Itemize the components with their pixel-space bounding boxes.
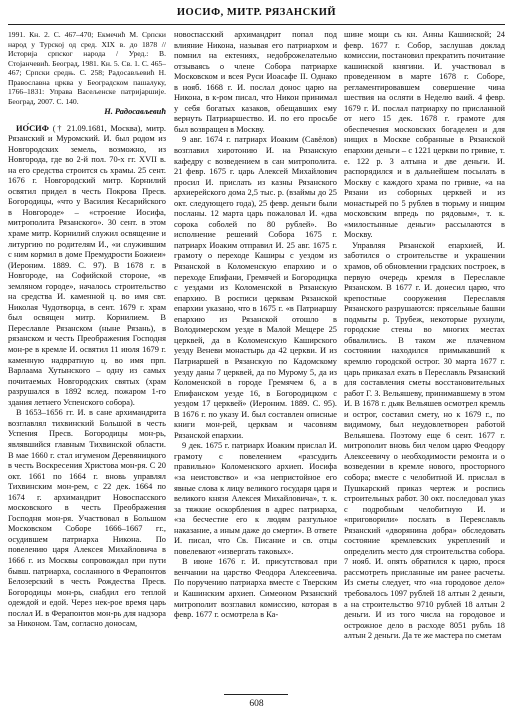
paragraph: шине мощи сь кн. Анны Кашинской; 24 февр. 1677 г. Собор, заслушав доклад комиссии, постановил прекратить почитание кашинской княгини. И. участвовал в проведенном в марте 1678 г. Соборе, регламентировавшем совершение чина шествия на осляти в Неделю ваий. 4 февр. 1679 г. И. послал патриарху по присланной от него 15 дек. 1678 г. грамоте для обеспечения московских богаделен и для нищих в Москве собранные в Рязанской епархии деньги – с 1221 церкви по гривне, т. е. 122 р. 3 алтына и две деньги. И. распорядился и в дальнейшем посылать в Москву с каждого храма по гривне, «а на Рязани из соборных церквей и из монастырей по 5 рублев в тюрьму и нищим московским впредь по рядовым», т. к. «милостынные деньги» рассылаются в Москву.	[344, 30, 505, 240]
paragraph: 9 дек. 1675 г. патриарх Иоаким прислал И. грамоту с повелением «разсудить правильно» Коломенского архиеп. Иосифа «за неистовство» и «за непристойное его явные слова к лицу великого государя царя и великого князя Алексея Михайловича», т. к. за тяжкие оскорбления в адрес патриарха, «за бесчестие его к людям разгульное наказание, а иным даже до смерти». В ответе И. писал, что Св. Писание и св. отцы повелевают «извергать таковых».	[174, 441, 337, 556]
folio-rule	[224, 694, 288, 695]
bibliography-references: 1991. Кн. 2. С. 467–470; Екмечић М. Српски народ у Турској од сред. XIX в. до 1878 // Историја српског народа / Уред.: В. Стојанчевић. Београд, 1981. Кн. 5. Св. 1. С. 465–467; Српски средњ. С. 258; Радосављевић Н. Православна црква у Београдском пашалуку, 1766–1831: Управа Васељенске патријаршије. Београд, 2007. С. 140.	[8, 30, 166, 106]
running-header: ИОСИФ, МИТР. РЯЗАНСКИЙ	[176, 7, 337, 18]
paragraph: Управляя Рязанской епархией, И. заботился о строительстве и украшении храмов, об обновлении градских построек, в первую очередь кремля в Переславле Рязанском. В 1677 г. И. донесил царю, что крепостные сооружения Переславля Рязанского разрушаются: прясельные башни подмыты р. Трубеж, некоторые рухнули, городские стены во многих местах обвалились. В таком же плачевном состоянии находился примыкавший к кремлю городской острог. 30 марта 1677 г. царь приказал ехать в Переславль Рязанский для составления сметы восстановительных работ Г. З. Вельяшеву, принимавшему в этом И. В 1678 г. дьяк Вельяшев осмотрел кремль и острог, составил смету, но к 1679 г., по видимому, был неудовлетворен работой Вельяшева. Поэтому еще 6 сент. 1677 г. митрополит вновь бил челом царю Феодору Алексеевичу о необходимости ремонта и о возведении в кремле нового, просторного собора; вместе с челобитной И. прислал в Пушкарский приказ чертеж и роспись строительных работ. 30 окт. последовал указ с подробным челобитную И. и «приговорили» послать в Переяславль Рязанский «дворянина добра» обследовать состояние кремлевских укреплений и определить место для строительства собора. 7 нояб. И. опять обратился к царю, прося рассмотреть присланные им ранее расчеты. Из сметы следует, что «на городовое дело» требовалось 1097 рублей 18 алтын 2 деньги, а на строительство 9710 рублей 18 алтын 2 деньги. И из того числа на городовое и острожное дело в расходе 8051 рубль 18 алтын 2 деньги. Да те же мастера по сметам	[344, 240, 505, 641]
article-lead-paragraph	[8, 124, 166, 409]
paragraph: В 1653–1656 гг. И. в сане архимандрита возглавлял тихвинский Большой в честь Успения Пресв. Богородицы мон-рь, являвшийся главным Тихвинской области. В мае 1660 г. стал игуменом Деревяницкого в честь Воскресения Христова мон-ря. С 20 окт. 1661 по 1664 г. вновь управлял Тихвинским мон-рем, с 22 дек. 1664 по 1674 г. архимандрит Новоспасского московского в честь Преображения Господня мон-ря. Участвовал в Большом Московском Соборе 1666–1667 гг., осудившем патриарха Никона. По повелению царя Алексея Михайловича в 1666 г. из Москвы сопровождал при пути бывш. патриарха, сосланного в Ферапонтов Белозерский в честь Рождества Пресв. Богородицы мон-рь, снабдил его теплой одеждой и едой. Через нек-рое время царь послал И. в Ферапонтов мон-рь для надзора за Никоном. Там, согласно доносам,	[8, 408, 166, 629]
page-number-block	[8, 697, 505, 711]
document-page	[8, 0, 505, 720]
paragraph: новоспасский архимандрит попал под влияние Никона, называя его патриархом и помнил на ектениях, недоброжелательно отзываясь о члене Собора патриархе Московском и всея Руси Иоасафе II. Однако в нояб. 1668 г. И. послал донос царю на Никона, в к-ром писал, что Никон принимал у себя богатых казаков, обещавших ему вернуть Патриаршество. И. по его просьбе был возвращен в Москву.	[174, 30, 337, 134]
article-headword: ИО́СИФ	[16, 123, 49, 133]
right-column	[344, 30, 505, 690]
middle-column	[174, 30, 337, 690]
paragraph: 9 авг. 1674 г. патриарх Иоаким (Савёлов) возглавил хиротонию И. на Рязанскую кафедру с возведением в сан митрополита. 21 февр. 1675 г. царь Алексей Михайлович просил И. прислать из казны Рязанского архиерейского дома 2,5 тыс. р. (взаймы до 25 окт. следующего года), 25 февр. деньги были посланы. 12 марта царь пожаловал И. «два сорока соболей по 80 рублей». Во исполнение решений Собора 1675 г. патриарх Иоаким отправил И. 25 авг. 1675 г. грамоту о переходе Каширы с уездом из Рязанской в Коломенскую епархию и о переходе Епифани, Гремячей и Богородицка с уездами из Коломенской в Рязанскую епархию. В росписи церквам Рязанской епархии указано, что в 1675 г. «в Патриаршу епархию из Рязанской отошло в Володимерском уезде в Малой Мещере 25 церквей, да в Коломенскую Каширского уезду Веневи монастырь да 42 церкви. И из Патриаршей в Рязанскую по Кадомскому уезду даны 7 церквей, да по Мурому 5, да из Коломенской в городе Гремячем 6, а в Епифанском уезде 16, в Богородицком с уездом 17 церквей» (Иероним. 1889. С. 95). В 1676 г. по указу И. был составлен описные книги мон-рей, церквам и часовням Рязанской епархии.	[174, 135, 337, 440]
page-number: 608	[241, 699, 271, 709]
left-column	[8, 30, 166, 690]
paragraph: В июне 1676 г. И. присутствовал при венчании на царство Феодора Алексеевича. По поручению патриарха вместе с Тверским и Кашинским архиеп. Симеоном Рязанский митрополит возглавил комиссию, которая в февр. 1677 г. осмотрела в Ка-	[174, 557, 337, 620]
article-author: Н. Радосављевић	[104, 107, 166, 116]
header-rule	[8, 24, 505, 25]
lead-paragraph-text: († 21.09.1681, Москва), митр. Рязанский и Муромский. И. был родом из Новгородских земель, возможно, из Новгорода, где во 2-й пол. 70-х гг. XVII в. на его средства строится сь храмы. 25 сент. 1676 г. Новгородский митр. Корнилий освятил придел в честь Покрова Пресв. Богородицы, «что у Василия Кесарийского в Новгороде» – «строение Иосифа, митрополита Рязанского». 30 сент. в этом храме митр. Корнилий служил освящение и литургию по родителям И., «и служившим с ним кормил в доме Премудрости Божиеи» (Иероним. 1889. С. 97). В 1678 г. в Новгороде, на Софийской стороне, «в земляном городе», началось строительство на средства И. каменной ц. во имя свт. Николая Чудотворца, в сент. 1679 г. храм был освящен митр. Корнилием. В Переславле Рязанском (ныне Рязань), в рязанском и честь Преображения Господня мон-ре в кремле И. освятил 11 июля 1679 г. каменную надвратную ц. во имя прп. Варлаама Хутынского – одну из самых почитаемых Новгородских святых (храм разрушался в 1892 вслед. пожаром 1-го здания летнего Успенского собора).	[8, 123, 166, 407]
